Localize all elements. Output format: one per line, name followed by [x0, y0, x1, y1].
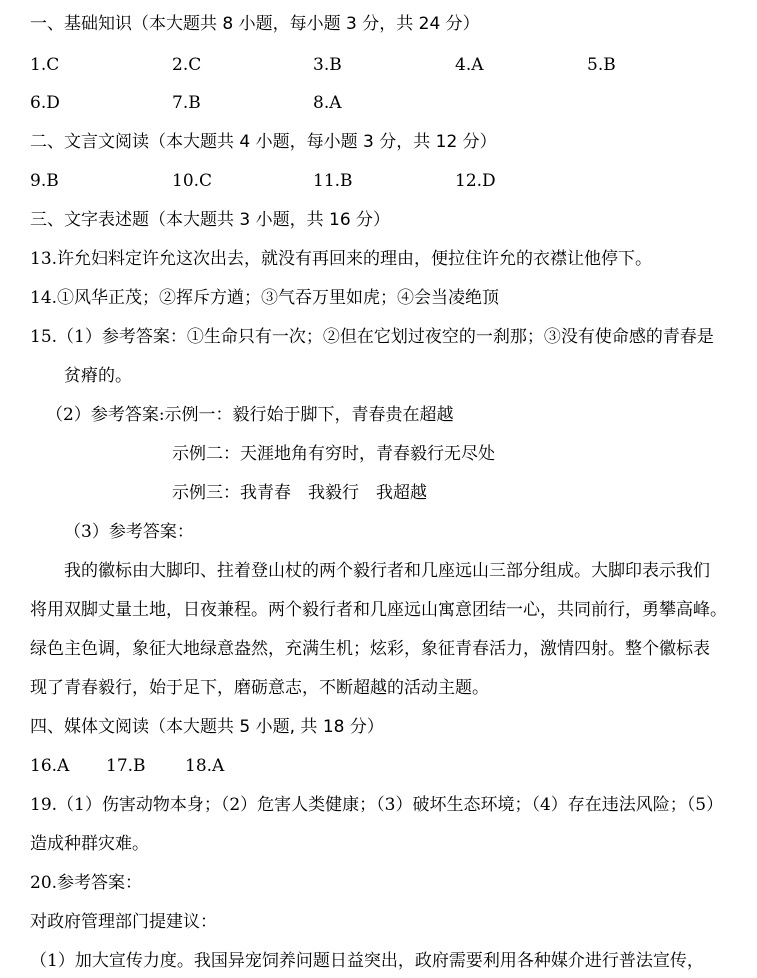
question-20-subheading: 对政府管理部门提建议： [30, 912, 217, 932]
answer-5: 5.B [587, 55, 616, 75]
answer-17: 17.B [106, 756, 146, 776]
question-15-3-paragraph-line-1: 我的徽标由大脚印、拄着登山杖的两个毅行者和几座远山三部分组成。大脚印表示我们 [64, 561, 710, 581]
answer-11: 11.B [313, 171, 353, 191]
question-15-3-label: （3）参考答案： [64, 522, 194, 542]
question-19-line-1: 19.（1）伤害动物本身；（2）危害人类健康；（3）破坏生态环境；（4）存在违法风险；（5） [30, 795, 724, 815]
question-20-label: 20.参考答案： [30, 873, 143, 893]
section-3-heading: 三、文字表述题（本大题共 3 小题，共 16 分） [30, 210, 391, 230]
question-19-line-2: 造成种群灾难。 [30, 834, 149, 854]
answer-18: 18.A [185, 756, 225, 776]
answer-16: 16.A [30, 756, 70, 776]
question-15-3-paragraph-line-2: 将用双脚丈量土地，日夜兼程。两个毅行者和几座远山寓意团结一心，共同前行，勇攀高峰。 [30, 600, 727, 620]
answer-6: 6.D [30, 93, 60, 113]
question-15-2-example-3: 示例三：我青春 我毅行 我超越 [172, 483, 427, 503]
answer-12: 12.D [455, 171, 496, 191]
question-15-2-example-1: （2）参考答案:示例一：毅行始于脚下，青春贵在超越 [46, 405, 454, 425]
answer-9: 9.B [30, 171, 59, 191]
answer-8: 8.A [313, 93, 342, 113]
question-14-answer: 14.①风华正茂；②挥斥方遒；③气吞万里如虎；④会当凌绝顶 [30, 288, 500, 308]
answer-10: 10.C [172, 171, 213, 191]
question-15-3-paragraph-line-4: 现了青春毅行，始于足下，磨砺意志，不断超越的活动主题。 [30, 678, 489, 698]
question-15-3-paragraph-line-3: 绿色主色调，象征大地绿意盎然，充满生机；炫彩，象征青春活力，激情四射。整个徽标表 [30, 639, 710, 659]
answer-1: 1.C [30, 55, 60, 75]
answer-2: 2.C [172, 55, 202, 75]
answer-3: 3.B [313, 55, 342, 75]
question-15-1-line-1: 15.（1）参考答案：①生命只有一次；②但在它划过夜空的一刹那；③没有使命感的青春是 [30, 327, 714, 347]
section-1-heading: 一、基础知识（本大题共 8 小题，每小题 3 分，共 24 分） [30, 14, 480, 34]
answer-7: 7.B [172, 93, 201, 113]
question-15-2-example-2: 示例二：天涯地角有穷时，青春毅行无尽处 [172, 444, 495, 464]
question-20-point-1: （1）加大宣传力度。我国异宠饲养问题日益突出，政府需要利用各种媒介进行普法宣传， [30, 951, 704, 971]
answer-4: 4.A [455, 55, 484, 75]
question-13-answer: 13.许允妇料定许允这次出去，就没有再回来的理由，便拉住许允的衣襟让他停下。 [30, 249, 653, 269]
question-15-1-line-2: 贫瘠的。 [64, 366, 132, 386]
section-2-heading: 二、文言文阅读（本大题共 4 小题，每小题 3 分，共 12 分） [30, 132, 497, 152]
section-4-heading: 四、媒体文阅读（本大题共 5 小题, 共 18 分） [30, 717, 384, 737]
